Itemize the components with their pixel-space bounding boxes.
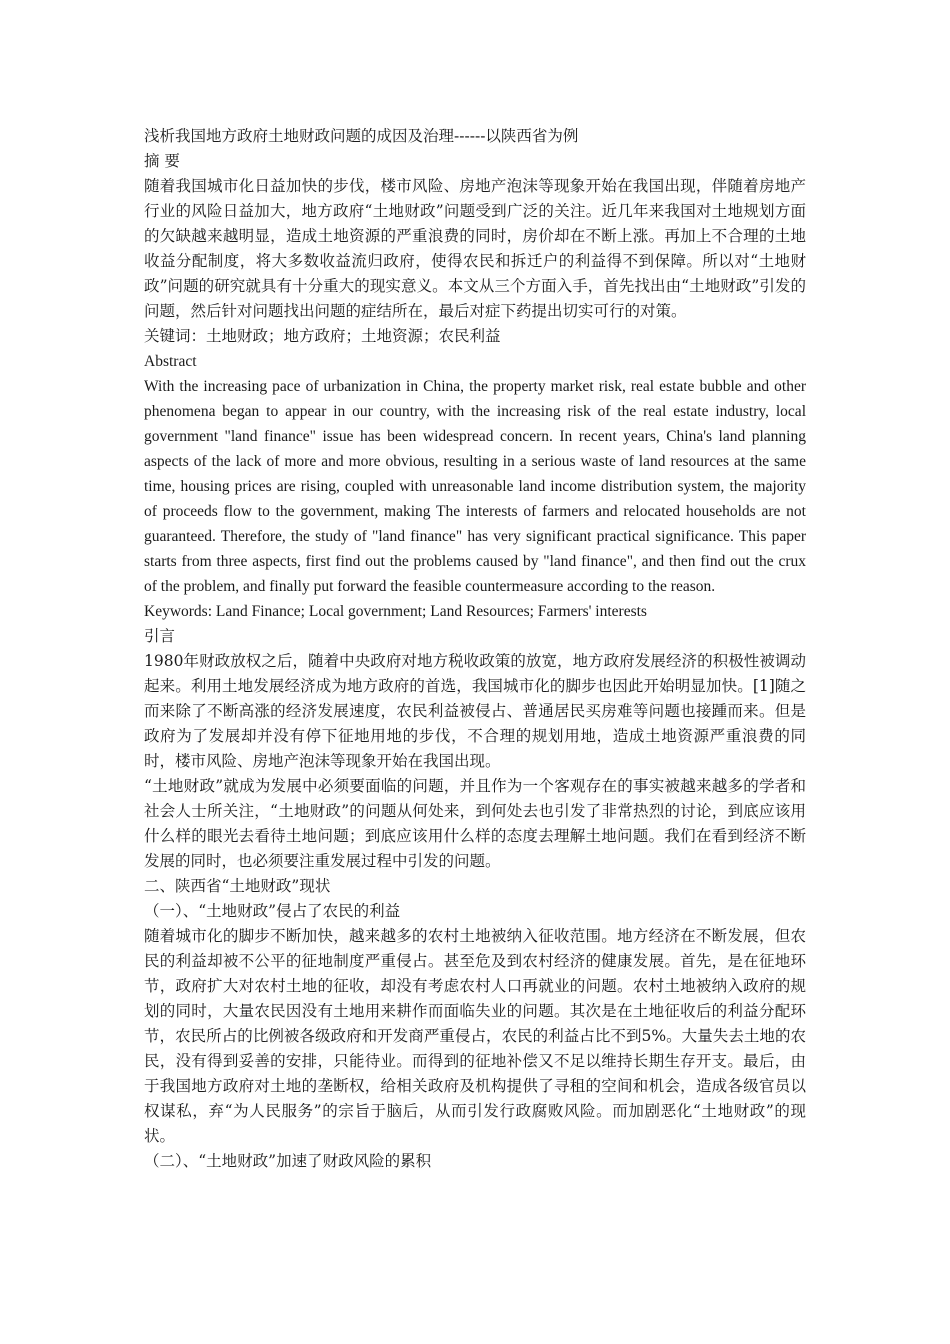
- document-title: 浅析我国地方政府土地财政问题的成因及治理------以陕西省为例: [144, 127, 579, 145]
- keywords-en: Keywords: Land Finance; Local government; Land Resources; Farmers' interests: [144, 603, 647, 620]
- keywords-cn: 关键词：土地财政；地方政府；土地资源；农民利益: [144, 327, 501, 345]
- abstract-body-en: With the increasing pace of urbanization in China, the property market risk, real estate bubble and other phenomena began to appear in our country, with the increasing risk of the real estate industry, local government "land finance" issue has been widespread concern. In recent years, China's land planning aspects of the lack of more and more obvious, resulting in a serious waste of land resources at the same time, housing prices are rising, coupled with unreasonable land income distribution system, the majority of proceeds flow to the government, making The interests of farmers and relocated households are not guaranteed. Therefore, the study of "land finance" has very significant practical significance. This paper starts from three aspects, first find out the problems caused by "land finance", and then find out the crux of the problem, and finally put forward the feasible countermeasure according to the reason.: [144, 378, 806, 595]
- subsection-1-heading: （一）、“土地财政”侵占了农民的利益: [144, 902, 401, 920]
- abstract-heading-en: Abstract: [144, 353, 197, 370]
- intro-heading: 引言: [144, 627, 176, 645]
- section-2-heading: 二、陕西省“土地财政”现状: [144, 877, 331, 895]
- subsection-1-body: 随着城市化的脚步不断加快，越来越多的农村土地被纳入征收范围。地方经济在不断发展，但农民的利益却被不公平的征地制度严重侵占。甚至危及到农村经济的健康发展。首先，是在征地环节，政府扩大对农村土地的征收，却没有考虑农村人口再就业的问题。农村土地被纳入政府的规划的同时，大量农民因没有土地用来耕作而面临失业的问题。其次是在土地征收后的利益分配环节，农民所占的比例被各级政府和开发商严重侵占，农民的利益占比不到5%。大量失去土地的农民，没有得到妥善的安排，只能待业。而得到的征地补偿又不足以维持长期生存开支。最后，由于我国地方政府对土地的垄断权，给相关政府及机构提供了寻租的空间和机会，造成各级官员以权谋私，弃“为人民服务”的宗旨于脑后，从而引发行政腐败风险。而加剧恶化“土地财政”的现状。: [144, 927, 806, 1145]
- abstract-heading-cn: 摘 要: [144, 152, 180, 170]
- document-page: [144, 124, 806, 1174]
- intro-paragraph-2: “土地财政”就成为发展中必须要面临的问题，并且作为一个客观存在的事实被越来越多的学者和社会人士所关注，“土地财政”的问题从何处来，到何处去也引发了非常热烈的讨论，到底应该用什么样的眼光去看待土地问题；到底应该用什么样的态度去理解土地问题。我们在看到经济不断发展的同时，也必须要注重发展过程中引发的问题。: [144, 777, 806, 870]
- abstract-body-cn: 随着我国城市化日益加快的步伐，楼市风险、房地产泡沫等现象开始在我国出现，伴随着房地产行业的风险日益加大，地方政府“土地财政”问题受到广泛的关注。近几年来我国对土地规划方面的欠缺越来越明显，造成土地资源的严重浪费的同时，房价却在不断上涨。再加上不合理的土地收益分配制度，将大多数收益流归政府，使得农民和拆迁户的利益得不到保障。所以对“土地财政”问题的研究就具有十分重大的现实意义。本文从三个方面入手，首先找出由“土地财政”引发的问题，然后针对问题找出问题的症结所在，最后对症下药提出切实可行的对策。: [144, 177, 806, 320]
- intro-paragraph-1: 1980年财政放权之后，随着中央政府对地方税收政策的放宽，地方政府发展经济的积极性被调动起来。利用土地发展经济成为地方政府的首选，我国城市化的脚步也因此开始明显加快。[1]随之而来除了不断高涨的经济发展速度，农民利益被侵占、普通居民买房难等问题也接踵而来。但是政府为了发展却并没有停下征地用地的步伐，不合理的规划用地，造成土地资源严重浪费的同时，楼市风险、房地产泡沫等现象开始在我国出现。: [144, 652, 806, 770]
- subsection-2-heading: （二）、“土地财政”加速了财政风险的累积: [144, 1152, 432, 1170]
